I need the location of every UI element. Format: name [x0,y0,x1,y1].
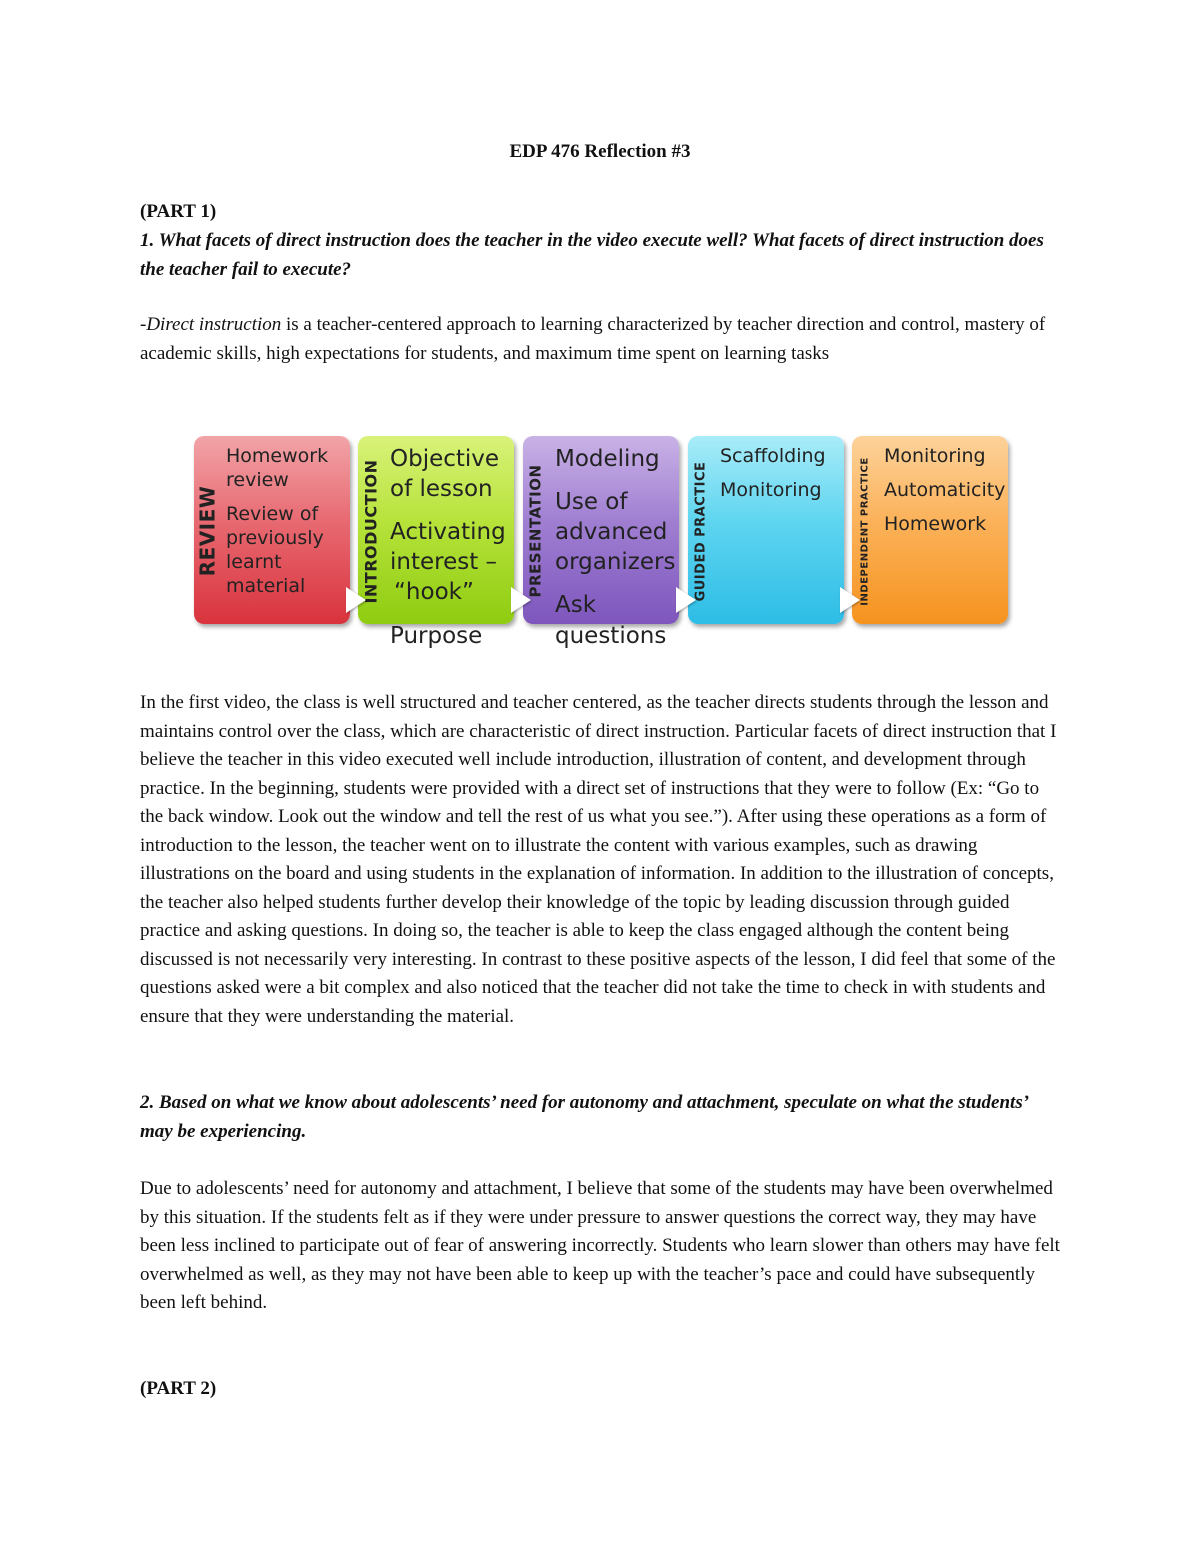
step-item: advanced [555,519,668,545]
step-item: organizers [555,549,676,575]
step-item: Monitoring [884,445,986,467]
step-item: Review of [226,503,319,525]
presentation-caption-1: Ask [555,592,597,618]
step-item: material [226,575,306,597]
step-guided-practice-label: GUIDED PRACTICE [693,461,709,601]
definition-paragraph [140,311,1060,368]
paragraph-2: Due to adolescents’ need for autonomy and attachment, I believe that some of the students may have been overwhelmed by this situation. If the students felt as if they were under pressure to answer questions the correct way, they may have been less inclined to participate out of fear of answering incorrectly. Students who learn slower than others may have felt overwhelmed as well, as they may not have been able to keep up with the teacher’s pace and could have subsequently been left behind. [140,1178,1060,1313]
step-item: Activating [390,519,506,545]
definition-text: is a teacher-centered approach to learning characterized by teacher direction and control, mastery of academic skills, high expectations for students, and maximum time spent on learning tasks [140,314,1046,364]
step-introduction [358,436,514,624]
document-title: EDP 476 Reflection #3 [509,141,691,162]
step-item: of lesson [390,476,493,502]
part2-heading: (PART 2) [140,1378,217,1399]
arrow-right-icon [676,587,696,613]
step-item: learnt [226,551,282,573]
step-independent-practice [852,436,1008,624]
step-guided-practice [688,436,844,624]
step-item: previously [226,527,324,549]
step-item: interest – [390,549,498,575]
step-introduction-label: INTRODUCTION [361,458,381,604]
step-review-label: REVIEW [195,485,219,577]
presentation-caption-2: questions [555,623,667,649]
step-independent-practice-label: INDEPENDENT PRACTICE [859,456,871,606]
definition-term: -Direct instruction [140,314,282,335]
arrow-right-icon [511,587,531,613]
step-review [194,436,350,624]
step-presentation [523,436,679,624]
direct-instruction-diagram [190,432,1020,657]
question-1: 1. What facets of direct instruction does the teacher in the video execute well? What facets of direct instruction does the teacher fail to execute? [140,230,1044,280]
step-item: Objective [390,446,500,472]
arrow-right-icon [346,587,366,613]
intro-caption: Purpose [390,623,483,649]
step-item: Automaticity [884,479,1006,501]
step-presentation-label: PRESENTATION [527,464,545,598]
question-2: 2. Based on what we know about adolescents’ need for autonomy and attachment, speculate on what the students’ may be experiencing. [140,1092,1028,1142]
step-item: Monitoring [720,479,822,501]
step-item: review [226,469,289,491]
step-item: Modeling [555,446,660,472]
paragraph-1: In the first video, the class is well structured and teacher centered, as the teacher directs students through the lesson and maintains control over the class, which are characteristic of direct instruction. Particular facets of direct instruction that I believe the teacher in this video executed well include introduction, illustration of content, and development through practice. In the beginning, students were provided with a direct set of instructions that they were to follow (Ex: “Go to the back window. Look out the window and tell the rest of us what you see.”). After using these operations as a form of introduction to the lesson, the teacher went on to illustrate the content with various examples, such as drawing illustrations on the board and using students in the explanation of information. In addition to the illustration of concepts, the teacher also helped students further develop their knowledge of the topic by leading discussion through guided practice and asking questions. In doing so, the teacher is able to keep the class engaged although the content being discussed is not necessarily very interesting. In contrast to these positive aspects of the lesson, I did feel that some of the questions asked were a bit complex and also noticed that the teacher did not take the time to check in with students and ensure that they were understanding the material. [140,692,1057,1027]
step-item: Homework [226,445,329,467]
arrow-right-icon [840,587,860,613]
step-item: Use of [555,489,628,515]
step-item: “hook” [394,579,474,605]
step-item: Homework [884,513,987,535]
step-item: Scaffolding [720,445,826,467]
part1-heading: (PART 1) [140,201,217,222]
